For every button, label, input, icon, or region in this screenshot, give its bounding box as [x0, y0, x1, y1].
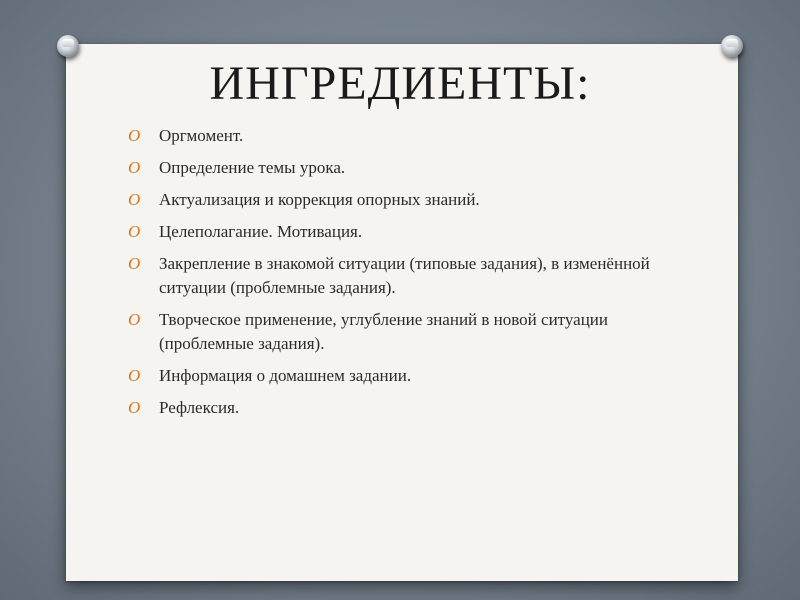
list-item: [128, 308, 688, 356]
bullet-icon: O: [128, 190, 141, 209]
pushpin-right-icon: [721, 35, 743, 57]
list-item: [128, 396, 688, 420]
list-item: [128, 252, 688, 300]
list-item: [128, 124, 688, 148]
list-item: [128, 364, 688, 388]
pushpin-left-icon: [57, 35, 79, 57]
list-item-text: Информация о домашнем задании.: [159, 366, 412, 385]
list-item: [128, 156, 688, 180]
bullet-icon: O: [128, 126, 141, 145]
bullet-icon: O: [128, 158, 141, 177]
bullet-icon: O: [128, 366, 141, 385]
bullet-icon: O: [128, 398, 141, 417]
slide-title: ИНГРЕДИЕНТЫ:: [209, 57, 591, 110]
list-item-text: Закрепление в знакомой ситуации (типовые задания), в изменённой ситуации (проблемные задания).: [159, 254, 650, 297]
list-item-text: Рефлексия.: [159, 398, 240, 417]
bullet-icon: O: [128, 254, 141, 273]
list-item: [128, 220, 688, 244]
list-item-text: Определение темы урока.: [159, 158, 346, 177]
list-item-text: Творческое применение, углубление знаний в новой ситуации (проблемные задания).: [159, 310, 608, 353]
bullet-icon: O: [128, 310, 141, 329]
list-item-text: Актуализация и коррекция опорных знаний.: [159, 190, 480, 209]
list-item-text: Оргмомент.: [159, 126, 244, 145]
bullet-icon: O: [128, 222, 141, 241]
list-item-text: Целеполагание. Мотивация.: [159, 222, 363, 241]
list-item: [128, 188, 688, 212]
ingredients-list: [128, 124, 688, 428]
